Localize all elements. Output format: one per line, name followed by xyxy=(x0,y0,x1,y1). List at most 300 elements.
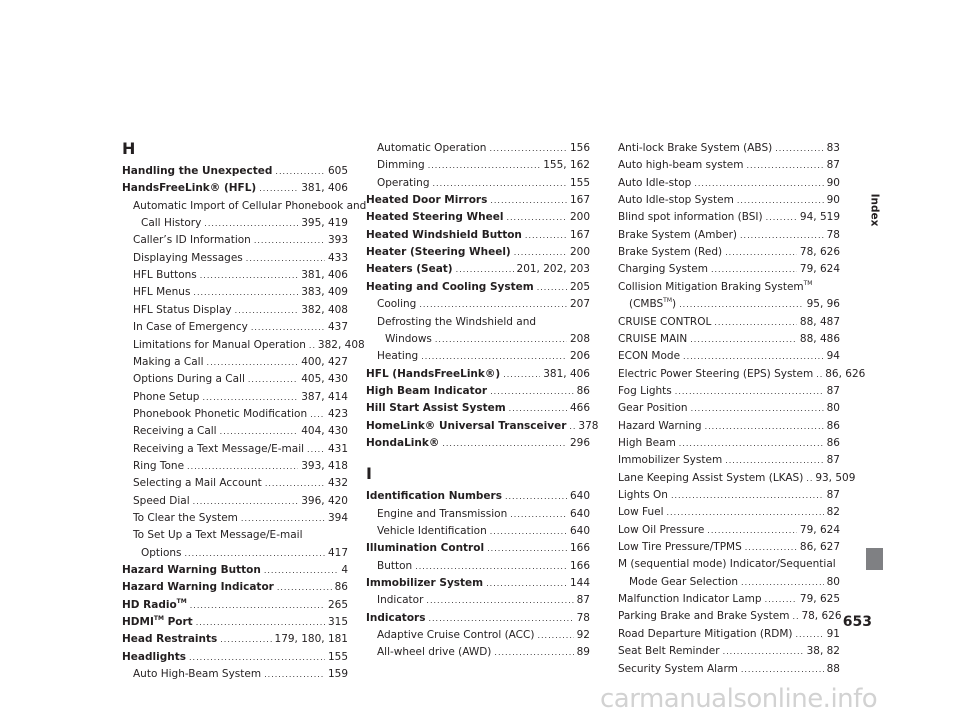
index-entry[interactable] xyxy=(366,296,590,312)
dot-leader xyxy=(309,338,315,354)
page-reference[interactable]: 640 xyxy=(569,490,590,503)
index-entry[interactable] xyxy=(366,314,590,330)
dot-leader xyxy=(193,494,299,510)
index-entry[interactable] xyxy=(618,383,840,399)
page-reference[interactable]: 433 xyxy=(327,251,348,264)
index-term-text: Ring Tone xyxy=(133,459,185,472)
index-entry[interactable] xyxy=(618,626,840,642)
index-term xyxy=(122,579,274,595)
index-term-text: Phone Setup xyxy=(133,390,200,403)
index-entry[interactable] xyxy=(122,337,365,353)
index-term xyxy=(133,406,307,422)
index-term-text: Fog Lights xyxy=(618,384,672,397)
index-term xyxy=(618,209,763,225)
index-entry[interactable] xyxy=(122,475,348,491)
index-entry[interactable] xyxy=(618,591,840,607)
index-term xyxy=(133,458,184,474)
dot-leader xyxy=(537,280,567,296)
index-term xyxy=(377,314,536,330)
page-reference[interactable]: 86 xyxy=(334,581,348,594)
page-reference[interactable]: 207 xyxy=(569,298,590,311)
index-entry[interactable] xyxy=(366,192,590,208)
page-reference[interactable]: 87 xyxy=(826,384,840,397)
index-entry[interactable] xyxy=(366,558,590,574)
page-reference[interactable]: 387, 414 xyxy=(301,390,348,403)
index-entry[interactable] xyxy=(122,423,348,439)
index-entry[interactable] xyxy=(122,389,348,405)
index-term xyxy=(366,279,534,295)
dot-leader xyxy=(264,563,338,579)
page-reference[interactable]: 437 xyxy=(327,321,348,334)
index-term-text: Immobilizer System xyxy=(366,577,484,590)
dot-leader xyxy=(251,320,325,336)
page-reference[interactable]: 296 xyxy=(569,436,590,449)
page-reference[interactable]: 200 xyxy=(569,211,590,224)
page-reference[interactable]: 466 xyxy=(569,402,590,415)
page-reference[interactable]: 4 xyxy=(341,564,348,577)
section-tab[interactable] xyxy=(858,180,890,240)
page-reference[interactable]: 38, 82 xyxy=(806,645,840,658)
index-entry[interactable] xyxy=(366,488,590,504)
page-reference[interactable]: 200 xyxy=(569,246,590,259)
dot-leader xyxy=(506,210,566,226)
index-term-text: Automatic Operation xyxy=(377,142,487,154)
page-reference[interactable]: 80 xyxy=(826,402,840,415)
page-reference[interactable]: 378 xyxy=(578,419,599,432)
index-term xyxy=(366,418,566,434)
page-reference[interactable]: 167 xyxy=(569,194,590,207)
dot-leader xyxy=(514,245,567,261)
dot-leader xyxy=(259,181,298,197)
index-entry[interactable] xyxy=(618,470,856,486)
index-entry[interactable] xyxy=(366,627,590,643)
page-reference[interactable]: 417 xyxy=(327,546,348,559)
index-entry[interactable] xyxy=(122,597,348,613)
dot-leader xyxy=(310,407,325,423)
index-entry[interactable] xyxy=(618,574,840,590)
index-term-text: Brake System (Amber) xyxy=(618,228,737,241)
index-entry[interactable] xyxy=(366,175,590,191)
index-entry[interactable] xyxy=(618,140,840,156)
page-reference[interactable]: 78, 626 xyxy=(799,246,840,259)
index-entry[interactable] xyxy=(122,319,348,335)
index-term-text: High Beam Indicator xyxy=(366,384,488,397)
page-reference[interactable]: 206 xyxy=(569,350,590,363)
index-entry[interactable] xyxy=(366,540,590,556)
dot-leader xyxy=(246,251,325,267)
dot-leader xyxy=(711,262,797,278)
index-entry[interactable] xyxy=(618,435,840,451)
index-entry[interactable] xyxy=(618,192,840,208)
page-reference[interactable]: 86 xyxy=(826,419,840,432)
page-reference[interactable]: 640 xyxy=(569,507,590,520)
index-entry[interactable] xyxy=(122,614,348,630)
index-term-text: Lane Keeping Assist System (LKAS) xyxy=(618,471,804,484)
index-entry[interactable] xyxy=(366,418,599,434)
dot-leader xyxy=(490,524,567,540)
dot-leader xyxy=(277,580,332,596)
page-reference[interactable]: 167 xyxy=(569,228,590,241)
index-entry[interactable] xyxy=(366,435,590,451)
index-term xyxy=(122,614,193,630)
page-reference[interactable]: 78 xyxy=(826,228,840,241)
page-reference[interactable]: 90 xyxy=(826,194,840,207)
index-term xyxy=(366,610,425,626)
page-reference[interactable]: 208 xyxy=(569,332,590,345)
page-reference[interactable]: 87 xyxy=(826,489,840,501)
dot-leader xyxy=(490,193,567,209)
index-term xyxy=(377,348,418,364)
page-reference[interactable]: 82 xyxy=(826,506,840,519)
index-entry[interactable] xyxy=(618,175,840,191)
index-entry[interactable] xyxy=(122,579,348,595)
page-reference[interactable]: 166 xyxy=(569,559,590,572)
index-entry[interactable] xyxy=(122,354,348,370)
index-entry[interactable] xyxy=(618,331,840,347)
index-term xyxy=(377,592,423,608)
index-term xyxy=(618,331,687,347)
page-reference[interactable]: 88 xyxy=(826,662,840,675)
index-term-text: Speed Dial xyxy=(133,494,190,507)
index-term xyxy=(618,192,734,208)
index-term-text: Handling the Unexpected xyxy=(122,165,273,177)
index-entry[interactable] xyxy=(122,631,348,647)
dot-leader xyxy=(487,541,567,557)
page-reference[interactable]: 88, 487 xyxy=(799,315,840,328)
dot-leader xyxy=(723,644,804,660)
page-number: 653 xyxy=(842,614,872,630)
dot-leader xyxy=(190,598,325,614)
index-term xyxy=(133,250,243,266)
page-reference[interactable]: 83 xyxy=(826,142,840,154)
index-entry[interactable] xyxy=(122,406,348,422)
page-reference[interactable]: 87 xyxy=(826,159,840,172)
dot-leader xyxy=(428,611,573,627)
index-entry[interactable] xyxy=(618,400,840,416)
page-reference[interactable]: 80 xyxy=(826,575,840,588)
index-entry[interactable] xyxy=(122,458,348,474)
index-term xyxy=(141,215,201,231)
dot-leader xyxy=(202,390,298,406)
index-term-text: Vehicle Identification xyxy=(377,525,487,537)
page-reference[interactable]: 315 xyxy=(327,616,348,629)
index-entry[interactable] xyxy=(122,527,348,543)
index-term xyxy=(133,423,217,439)
dot-leader xyxy=(569,419,575,435)
index-term-text: HomeLink® Universal Transceiver xyxy=(366,419,567,432)
dot-leader xyxy=(691,401,824,417)
page-reference[interactable]: 396, 420 xyxy=(301,494,348,507)
page-reference[interactable]: 155 xyxy=(569,176,590,189)
dot-leader xyxy=(679,297,803,313)
page-reference[interactable]: 91 xyxy=(826,627,840,640)
page-reference[interactable]: 382, 408 xyxy=(301,303,348,316)
page-reference[interactable]: 87 xyxy=(826,454,840,467)
page-reference[interactable]: 393 xyxy=(327,234,348,247)
index-term xyxy=(133,198,366,214)
page-reference[interactable]: 86 xyxy=(826,436,840,449)
page-reference[interactable]: 94 xyxy=(826,350,840,363)
index-entry[interactable] xyxy=(366,348,590,364)
index-entry[interactable] xyxy=(618,504,840,520)
index-term-text: HFL (HandsFreeLink®) xyxy=(366,367,501,380)
page-reference[interactable]: 156 xyxy=(569,142,590,154)
index-entry[interactable] xyxy=(618,452,840,468)
page-reference[interactable]: 92 xyxy=(576,629,590,642)
dot-leader xyxy=(193,285,298,301)
index-entry[interactable] xyxy=(366,209,590,225)
index-term xyxy=(618,227,737,243)
page-reference[interactable]: 89 xyxy=(576,646,590,659)
dot-leader xyxy=(503,367,540,383)
dot-leader xyxy=(489,141,567,157)
index-entry[interactable] xyxy=(618,296,840,312)
index-term-text: Headlights xyxy=(122,650,186,663)
index-term-text: Receiving a Call xyxy=(133,425,217,438)
page-reference[interactable]: 393, 418 xyxy=(301,459,348,472)
index-entry[interactable] xyxy=(366,592,590,608)
index-term-text: Operating xyxy=(377,176,430,189)
index-entry[interactable] xyxy=(618,244,840,260)
dot-leader xyxy=(196,615,325,631)
index-term-text: Road Departure Mitigation (RDM) xyxy=(618,627,793,640)
index-entry[interactable] xyxy=(122,163,348,179)
page-reference[interactable]: 93, 509 xyxy=(815,471,856,484)
page-reference[interactable]: 95, 96 xyxy=(806,298,840,311)
page-reference[interactable]: 86 xyxy=(576,384,590,397)
page-reference[interactable]: 432 xyxy=(327,477,348,490)
index-term-text: Receiving a Text Message/E-mail xyxy=(133,442,305,455)
page-reference[interactable]: 78 xyxy=(576,611,590,624)
page-reference[interactable]: 86, 627 xyxy=(799,541,840,554)
index-entry[interactable] xyxy=(366,244,590,260)
index-term xyxy=(618,591,762,607)
index-entry[interactable] xyxy=(618,366,866,382)
index-entry[interactable] xyxy=(366,261,590,277)
page-reference[interactable]: 205 xyxy=(569,280,590,293)
dot-leader xyxy=(494,645,573,661)
index-term xyxy=(618,157,743,173)
index-term xyxy=(618,643,720,659)
page-reference[interactable]: 404, 430 xyxy=(301,425,348,438)
page-reference[interactable]: 166 xyxy=(569,542,590,555)
index-entry[interactable] xyxy=(122,649,348,665)
page-reference[interactable]: 395, 419 xyxy=(301,217,348,230)
index-entry[interactable] xyxy=(366,575,590,591)
page-reference[interactable]: 94, 519 xyxy=(799,211,840,224)
index-term-text: Call History xyxy=(141,217,202,230)
index-term-text: Selecting a Mail Account xyxy=(133,477,262,490)
index-term-text: Blind spot information (BSI) xyxy=(618,211,763,224)
index-entry[interactable] xyxy=(122,302,348,318)
index-entry[interactable] xyxy=(366,400,590,416)
index-term-text: Heaters (Seat) xyxy=(366,263,453,276)
page-reference[interactable]: 79, 625 xyxy=(799,593,840,606)
index-term-text: Hill Start Assist System xyxy=(366,402,506,415)
index-term-text: M (sequential mode) Indicator/Sequential xyxy=(618,558,836,571)
dot-leader xyxy=(189,650,325,666)
index-term-text: Heated Steering Wheel xyxy=(366,211,504,224)
index-entry[interactable] xyxy=(366,331,590,347)
page-reference[interactable]: 431 xyxy=(327,442,348,455)
page-reference[interactable]: 201, 202, 203 xyxy=(516,263,590,276)
index-entry[interactable] xyxy=(122,545,348,561)
index-entry[interactable] xyxy=(122,493,348,509)
index-entry[interactable] xyxy=(122,267,348,283)
index-term-text: Anti-lock Brake System (ABS) xyxy=(618,142,773,154)
page-reference[interactable]: 381, 406 xyxy=(301,269,348,282)
page-reference[interactable]: 144 xyxy=(569,577,590,590)
dot-leader xyxy=(667,505,824,521)
dot-leader xyxy=(433,176,567,192)
index-term-text: Auto Idle-stop xyxy=(618,176,692,189)
index-term-text: Seat Belt Reminder xyxy=(618,645,720,658)
page-reference[interactable]: 640 xyxy=(569,525,590,537)
index-entry[interactable] xyxy=(618,314,840,330)
index-entry[interactable] xyxy=(366,366,590,382)
index-entry[interactable] xyxy=(366,523,590,539)
index-term-text: To Clear the System xyxy=(133,512,238,524)
watermark: carmanualsonline.info xyxy=(600,684,878,714)
index-entry[interactable] xyxy=(122,562,348,578)
dot-leader xyxy=(442,436,567,452)
page-reference[interactable]: 394 xyxy=(327,512,348,524)
dot-leader xyxy=(671,488,824,504)
index-entry[interactable] xyxy=(366,157,590,173)
index-term xyxy=(133,267,197,283)
index-entry[interactable] xyxy=(122,371,348,387)
page-reference[interactable]: 86, 626 xyxy=(825,367,866,380)
index-entry[interactable] xyxy=(366,610,590,626)
index-entry[interactable] xyxy=(122,510,348,526)
index-term-text: Displaying Messages xyxy=(133,251,243,264)
index-term-text: Brake System (Red) xyxy=(618,246,723,259)
index-entry[interactable] xyxy=(618,522,840,538)
page-reference[interactable]: 155, 162 xyxy=(543,159,590,172)
index-term xyxy=(618,522,704,538)
index-term-text: Auto High-Beam System xyxy=(133,668,262,681)
page-reference[interactable]: 423 xyxy=(327,407,348,420)
index-entry[interactable] xyxy=(366,279,590,295)
dot-leader xyxy=(505,489,567,505)
index-term xyxy=(618,452,722,468)
index-entry[interactable] xyxy=(618,539,840,555)
index-entry[interactable] xyxy=(366,227,590,243)
index-entry[interactable] xyxy=(618,608,840,624)
index-entry[interactable] xyxy=(618,227,840,243)
page-reference[interactable]: 155 xyxy=(327,650,348,663)
section-tab-marker xyxy=(866,548,883,570)
dot-leader xyxy=(683,349,824,365)
index-term xyxy=(618,626,793,642)
index-term xyxy=(366,575,483,591)
page-reference[interactable]: 87 xyxy=(576,594,590,607)
index-entry[interactable] xyxy=(618,279,840,295)
index-entry[interactable] xyxy=(122,250,348,266)
page-reference[interactable]: 79, 624 xyxy=(799,263,840,276)
page-reference[interactable]: 90 xyxy=(826,176,840,189)
index-term xyxy=(122,180,256,196)
index-entry[interactable] xyxy=(618,487,840,503)
index-entry[interactable] xyxy=(618,157,840,173)
page-reference[interactable]: 79, 624 xyxy=(799,523,840,536)
dot-leader xyxy=(187,459,298,475)
index-entry[interactable] xyxy=(366,140,590,156)
index-entry[interactable] xyxy=(122,232,348,248)
index-term-text: Defrosting the Windshield and xyxy=(377,315,537,328)
index-term-text: Lights On xyxy=(618,489,668,501)
index-entry[interactable] xyxy=(122,198,367,214)
page-reference[interactable]: 265 xyxy=(327,598,348,611)
page-reference[interactable]: 179, 180, 181 xyxy=(274,633,348,646)
dot-leader xyxy=(725,245,797,261)
page-reference[interactable]: 381, 406 xyxy=(543,367,590,380)
index-entry[interactable] xyxy=(618,418,840,434)
index-term xyxy=(618,470,803,486)
index-term xyxy=(133,666,261,682)
dot-leader xyxy=(241,511,325,527)
index-entry[interactable] xyxy=(618,209,840,225)
dot-leader xyxy=(307,442,325,458)
index-term-text: Automatic Import of Cellular Phonebook and xyxy=(133,199,367,212)
index-term-text: Phonebook Phonetic Modification xyxy=(133,407,308,420)
index-term-text: Indicator xyxy=(377,594,424,607)
page-reference[interactable]: 159 xyxy=(327,668,348,681)
index-term-text: Cooling xyxy=(377,298,417,311)
page-reference[interactable]: 78, 626 xyxy=(801,610,842,623)
index-entry[interactable] xyxy=(618,348,840,364)
index-entry[interactable] xyxy=(122,215,348,231)
index-term xyxy=(618,418,702,434)
index-term xyxy=(133,493,190,509)
index-term xyxy=(377,140,486,156)
index-entry[interactable] xyxy=(366,644,590,660)
index-term-text: Dimming xyxy=(377,159,425,172)
index-term xyxy=(133,337,306,353)
index-entry[interactable] xyxy=(618,643,840,659)
index-term xyxy=(377,296,416,312)
index-term xyxy=(122,562,261,578)
index-term xyxy=(133,319,248,335)
index-term xyxy=(618,608,789,624)
index-term-text: Mode Gear Selection xyxy=(629,575,739,588)
index-entry[interactable] xyxy=(122,666,348,682)
page-reference[interactable]: 382, 408 xyxy=(317,338,365,351)
index-entry[interactable] xyxy=(618,556,840,572)
index-entry[interactable] xyxy=(366,383,590,399)
index-entry[interactable] xyxy=(122,180,348,196)
page-reference[interactable]: 381, 406 xyxy=(301,182,348,195)
dot-leader xyxy=(490,384,574,400)
page-reference[interactable]: 400, 427 xyxy=(301,355,348,368)
index-entry[interactable] xyxy=(366,506,590,522)
index-term xyxy=(133,441,304,457)
trademark-mark: TM xyxy=(803,279,813,287)
page-reference[interactable]: 605 xyxy=(327,165,348,177)
index-entry[interactable] xyxy=(618,661,840,677)
index-term xyxy=(122,631,217,647)
index-term-text: Hazard Warning Button xyxy=(122,564,261,577)
page-reference[interactable]: 88, 486 xyxy=(799,332,840,345)
index-term xyxy=(377,506,507,522)
page-reference[interactable]: 383, 409 xyxy=(301,286,348,299)
index-entry[interactable] xyxy=(122,441,348,457)
index-entry[interactable] xyxy=(122,284,348,300)
index-entry[interactable] xyxy=(618,261,840,277)
dot-leader xyxy=(275,164,325,180)
page-reference[interactable]: 405, 430 xyxy=(301,373,348,386)
dot-leader xyxy=(737,193,824,209)
